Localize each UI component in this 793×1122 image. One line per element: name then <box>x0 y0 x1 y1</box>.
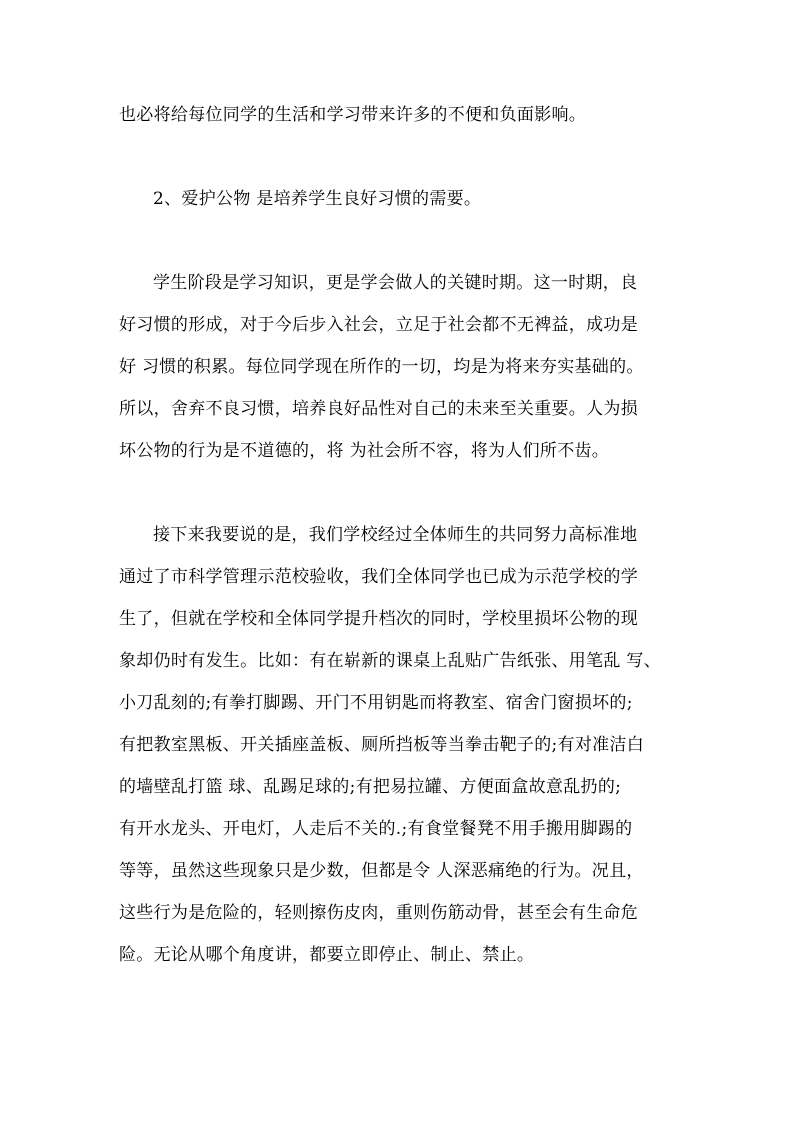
text-line: 有把教室黑板、开关插座盖板、厕所挡板等当拳击靶子的;有对准洁白 <box>119 735 645 755</box>
text-line: 小刀乱刻的;有拳打脚踢、开门不用钥匙而将教室、宿舍门窗损坏的; <box>119 693 633 713</box>
text-line: 所以，舍弃不良习惯，培养良好品性对自己的未来至关重要。人为损 <box>119 399 638 419</box>
text-line: 等等，虽然这些现象只是少数，但都是令 人深恶痛绝的行为。况且， <box>119 861 644 881</box>
text-line: 有开水龙头、开电灯，人走后不关的.;有食堂餐凳不用手搬用脚踢的 <box>119 819 633 839</box>
text-line: 也必将给每位同学的生活和学习带来许多的不便和负面影响。 <box>119 105 587 125</box>
text-line: 学生阶段是学习知识，更是学会做人的关键时期。这一时期，良 <box>153 273 638 293</box>
text-line: 好 习惯的积累。每位同学现在所作的一切，均是为将来夯实基础的。 <box>119 357 644 377</box>
text-line: 2、爱护公物 是培养学生良好习惯的需要。 <box>153 189 482 209</box>
text-line: 好习惯的形成，对于今后步入社会，立足于社会都不无裨益，成功是 <box>119 315 638 335</box>
text-line: 坏公物的行为是不道德的，将 为社会所不容，将为人们所不齿。 <box>119 441 610 461</box>
text-line: 险。无论从哪个角度讲，都要立即停止、制止、禁止。 <box>119 945 535 965</box>
text-line: 这些行为是危险的，轻则擦伤皮肉，重则伤筋动骨，甚至会有生命危 <box>119 903 638 923</box>
text-line: 象却仍时有发生。比如：有在崭新的课桌上乱贴广告纸张、用笔乱 写、 <box>119 651 662 671</box>
text-line: 的墙壁乱打篮 球、乱踢足球的;有把易拉罐、方便面盒故意乱扔的; <box>119 777 622 797</box>
text-line: 通过了市科学管理示范校验收，我们全体同学也已成为示范学校的学 <box>119 567 638 587</box>
text-line: 生了，但就在学校和全体同学提升档次的同时，学校里损坏公物的现 <box>119 609 638 629</box>
text-line: 接下来我要说的是，我们学校经过全体师生的共同努力高标准地 <box>153 525 638 545</box>
